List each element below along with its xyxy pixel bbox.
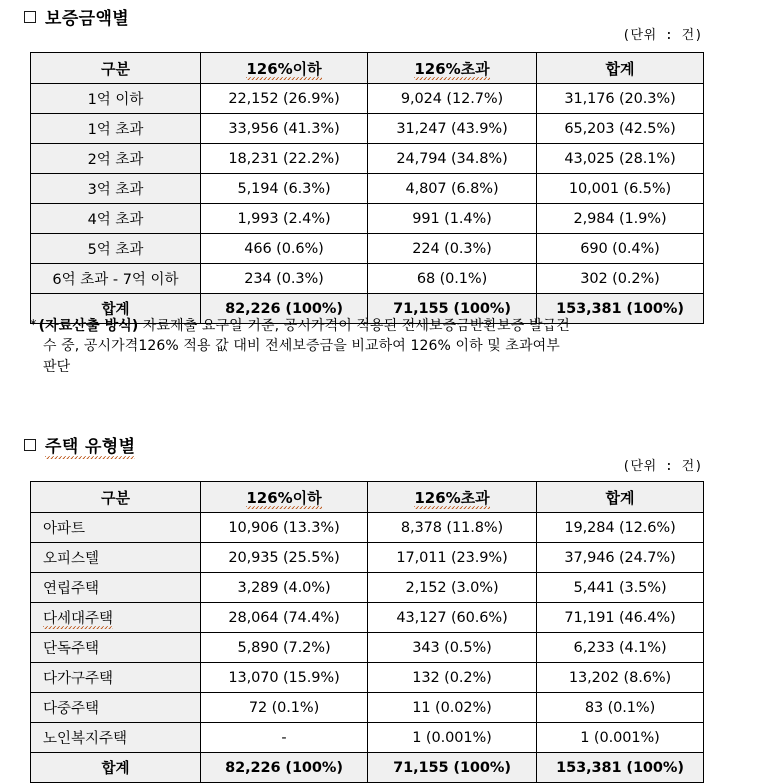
cell-over-126: 8,378 (11.8%) [368, 513, 537, 543]
cell-under-126: 5,194 (6.3%) [201, 174, 368, 204]
col-header-under-126: 126%이하 [201, 482, 368, 513]
row-label: 다중주택 [31, 693, 201, 723]
row-label: 6억 초과 - 7억 이하 [31, 264, 201, 294]
table-row [31, 144, 704, 174]
table-row [31, 723, 704, 753]
footnote-line-1 [30, 316, 750, 336]
table-row [31, 204, 704, 234]
cell-total: 5,441 (3.5%) [537, 573, 704, 603]
cell-under-126: 3,289 (4.0%) [201, 573, 368, 603]
empty-square-icon [24, 439, 36, 451]
row-label-total: 합계 [31, 753, 201, 783]
cell-total: 10,001 (6.5%) [537, 174, 704, 204]
cell-total: 65,203 (42.5%) [537, 114, 704, 144]
row-label: 1억 이하 [31, 84, 201, 114]
cell-over-126: 1 (0.001%) [368, 723, 537, 753]
row-label: 연립주택 [31, 573, 201, 603]
cell-under-126: 13,070 (15.9%) [201, 663, 368, 693]
footnote-1 [30, 316, 750, 377]
table-header-row [31, 53, 704, 84]
cell-total: 1 (0.001%) [537, 723, 704, 753]
cell-total: 13,202 (8.6%) [537, 663, 704, 693]
table-row [31, 693, 704, 723]
cell-grand-total: 153,381 (100%) [537, 753, 704, 783]
footnote-line-1-rest: 자료제출 요구일 기준, 공시가격이 적용된 전세보증금반환보증 발급건 [138, 318, 570, 334]
col-header-category: 구분 [31, 482, 201, 513]
col-header-under-126: 126%이하 [201, 53, 368, 84]
unit-note-1: (단위 : 건) [622, 28, 703, 43]
footnote-line-2: 수 중, 공시가격126% 적용 값 대비 전세보증금을 비교하여 126% 이하 및 초과여부 [43, 338, 560, 355]
footnote-bold-lead: (자료산출 방식) [38, 318, 139, 334]
table-total-row [31, 753, 704, 783]
row-label: 5억 초과 [31, 234, 201, 264]
cell-over-126: 17,011 (23.9%) [368, 543, 537, 573]
cell-total: 31,176 (20.3%) [537, 84, 704, 114]
cell-grand-total: 153,381 (100%) [537, 294, 704, 324]
cell-total: 43,025 (28.1%) [537, 144, 704, 174]
cell-under-126: 33,956 (41.3%) [201, 114, 368, 144]
footnote-line-3: 판단 [43, 358, 71, 375]
cell-total: 71,191 (46.4%) [537, 603, 704, 633]
cell-over-126: 991 (1.4%) [368, 204, 537, 234]
cell-under-126: 20,935 (25.5%) [201, 543, 368, 573]
section-2-title: 주택 유형별 [45, 432, 135, 459]
table-row [31, 114, 704, 144]
cell-under-126: 1,993 (2.4%) [201, 204, 368, 234]
cell-under-126: - [201, 723, 368, 753]
cell-over-126-total: 71,155 (100%) [368, 294, 537, 324]
footnote-star: * [30, 318, 37, 333]
cell-under-126: 466 (0.6%) [201, 234, 368, 264]
row-label: 아파트 [31, 513, 201, 543]
cell-over-126: 132 (0.2%) [368, 663, 537, 693]
col-header-over-126: 126%초과 [368, 482, 537, 513]
row-label: 노인복지주택 [31, 723, 201, 753]
unit-note-2: (단위 : 건) [622, 459, 703, 474]
table-row [31, 663, 704, 693]
table-row [31, 84, 704, 114]
cell-total: 2,984 (1.9%) [537, 204, 704, 234]
housing-type-table [30, 481, 704, 783]
cell-over-126: 68 (0.1%) [368, 264, 537, 294]
table-row [31, 264, 704, 294]
section-heading-2 [24, 432, 135, 459]
deposit-amount-table [30, 52, 704, 324]
row-label: 다가구주택 [31, 663, 201, 693]
cell-under-126-total: 82,226 (100%) [201, 753, 368, 783]
cell-over-126: 24,794 (34.8%) [368, 144, 537, 174]
table-row [31, 633, 704, 663]
col-header-category: 구분 [31, 53, 201, 84]
col-header-total: 합계 [537, 482, 704, 513]
cell-total: 37,946 (24.7%) [537, 543, 704, 573]
table-row [31, 543, 704, 573]
cell-over-126: 224 (0.3%) [368, 234, 537, 264]
cell-over-126: 343 (0.5%) [368, 633, 537, 663]
cell-over-126: 4,807 (6.8%) [368, 174, 537, 204]
col-header-over-126: 126%초과 [368, 53, 537, 84]
table-row [31, 573, 704, 603]
cell-under-126: 22,152 (26.9%) [201, 84, 368, 114]
row-label: 2억 초과 [31, 144, 201, 174]
cell-total: 302 (0.2%) [537, 264, 704, 294]
cell-over-126: 43,127 (60.6%) [368, 603, 537, 633]
cell-over-126: 11 (0.02%) [368, 693, 537, 723]
table-header-row [31, 482, 704, 513]
row-label: 다세대주택 [31, 603, 201, 633]
cell-over-126-total: 71,155 (100%) [368, 753, 537, 783]
row-label: 오피스텔 [31, 543, 201, 573]
row-label-total: 합계 [31, 294, 201, 324]
table-row [31, 234, 704, 264]
table-2-wrapper [30, 481, 704, 783]
table-row [31, 513, 704, 543]
section-1-title: 보증금액별 [45, 9, 130, 29]
cell-over-126: 9,024 (12.7%) [368, 84, 537, 114]
row-label: 4억 초과 [31, 204, 201, 234]
cell-total: 19,284 (12.6%) [537, 513, 704, 543]
cell-over-126: 31,247 (43.9%) [368, 114, 537, 144]
row-label: 단독주택 [31, 633, 201, 663]
cell-total: 690 (0.4%) [537, 234, 704, 264]
table-row [31, 603, 704, 633]
empty-square-icon [24, 11, 36, 23]
cell-under-126: 5,890 (7.2%) [201, 633, 368, 663]
cell-under-126: 10,906 (13.3%) [201, 513, 368, 543]
col-header-total: 합계 [537, 53, 704, 84]
cell-over-126: 2,152 (3.0%) [368, 573, 537, 603]
row-label: 3억 초과 [31, 174, 201, 204]
table-1-wrapper [30, 52, 704, 324]
cell-under-126: 18,231 (22.2%) [201, 144, 368, 174]
cell-under-126: 72 (0.1%) [201, 693, 368, 723]
cell-total: 6,233 (4.1%) [537, 633, 704, 663]
cell-total: 83 (0.1%) [537, 693, 704, 723]
cell-under-126: 28,064 (74.4%) [201, 603, 368, 633]
table-row [31, 174, 704, 204]
cell-under-126: 234 (0.3%) [201, 264, 368, 294]
row-label: 1억 초과 [31, 114, 201, 144]
section-heading-1 [24, 4, 129, 29]
cell-under-126-total: 82,226 (100%) [201, 294, 368, 324]
